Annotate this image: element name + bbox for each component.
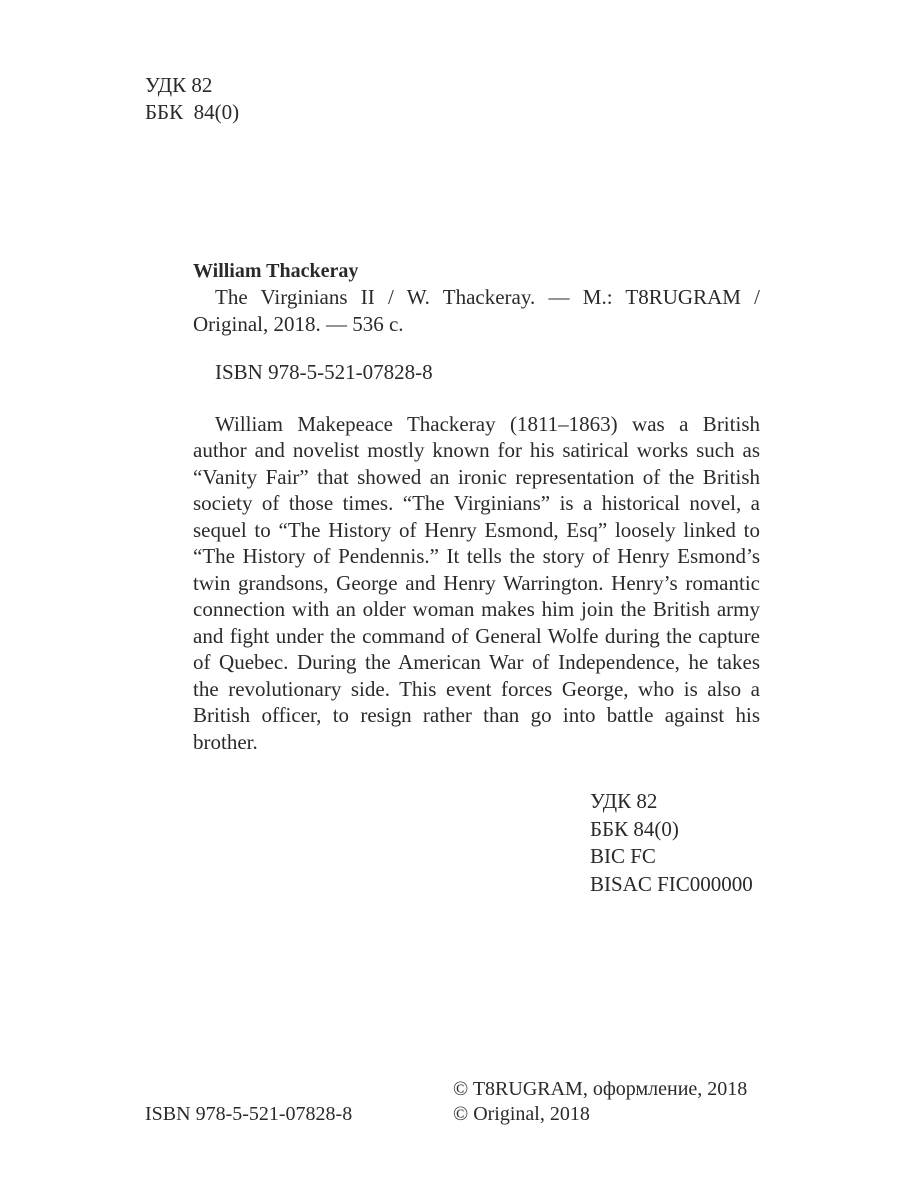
abstract <box>193 411 760 756</box>
copyright-original: © Original, 2018 <box>453 1103 590 1125</box>
bbk-code: ББК 84(0) <box>145 100 240 124</box>
classification-codes <box>590 788 753 898</box>
copyright-block <box>453 1077 747 1127</box>
isbn: ISBN 978-5-521-07828-8 <box>215 359 433 384</box>
udk-code-right: УДК 82 <box>590 789 658 813</box>
catalog-record <box>193 258 760 755</box>
udk-code: УДК 82 <box>145 73 213 97</box>
top-classification-codes <box>145 72 239 126</box>
copyright-publisher: © T8RUGRAM, оформление, 2018 <box>453 1078 748 1100</box>
abstract-text: William Makepeace Thackeray (1811–1863) was a British author and novelist mostly known for his satirical works such as “Vanity Fair” that showed an ironic representation of the British society of those times. “The Virginians” is a historical novel, a sequel to “The History of Henry Esmond, Esq” loosely linked to “The History of Pendennis.” It tells the story of Henry Esmond’s twin grandsons, George and Henry Warrington. Henry’s romantic connection with an older woman makes him join the British army and fight under the command of General Wolfe during the capture of Quebec. During the American War of Independence, he takes the revolutionary side. This event forces George, who is also a British officer, to resign rather than go into battle against his brother. <box>193 411 760 754</box>
footer-isbn: ISBN 978-5-521-07828-8 <box>145 1103 353 1125</box>
title-line-1: The Virginians II / W. Thackeray. — M.: T8RUGRAM / <box>215 285 760 309</box>
bisac-code: BISAC FIC000000 <box>590 871 753 896</box>
author-name: William Thackeray <box>193 260 359 282</box>
title-line-2: Original, 2018. — 536 c. <box>193 311 404 336</box>
bic-code: BIC FC <box>590 844 656 868</box>
bbk-code-right: ББК 84(0) <box>590 816 679 841</box>
